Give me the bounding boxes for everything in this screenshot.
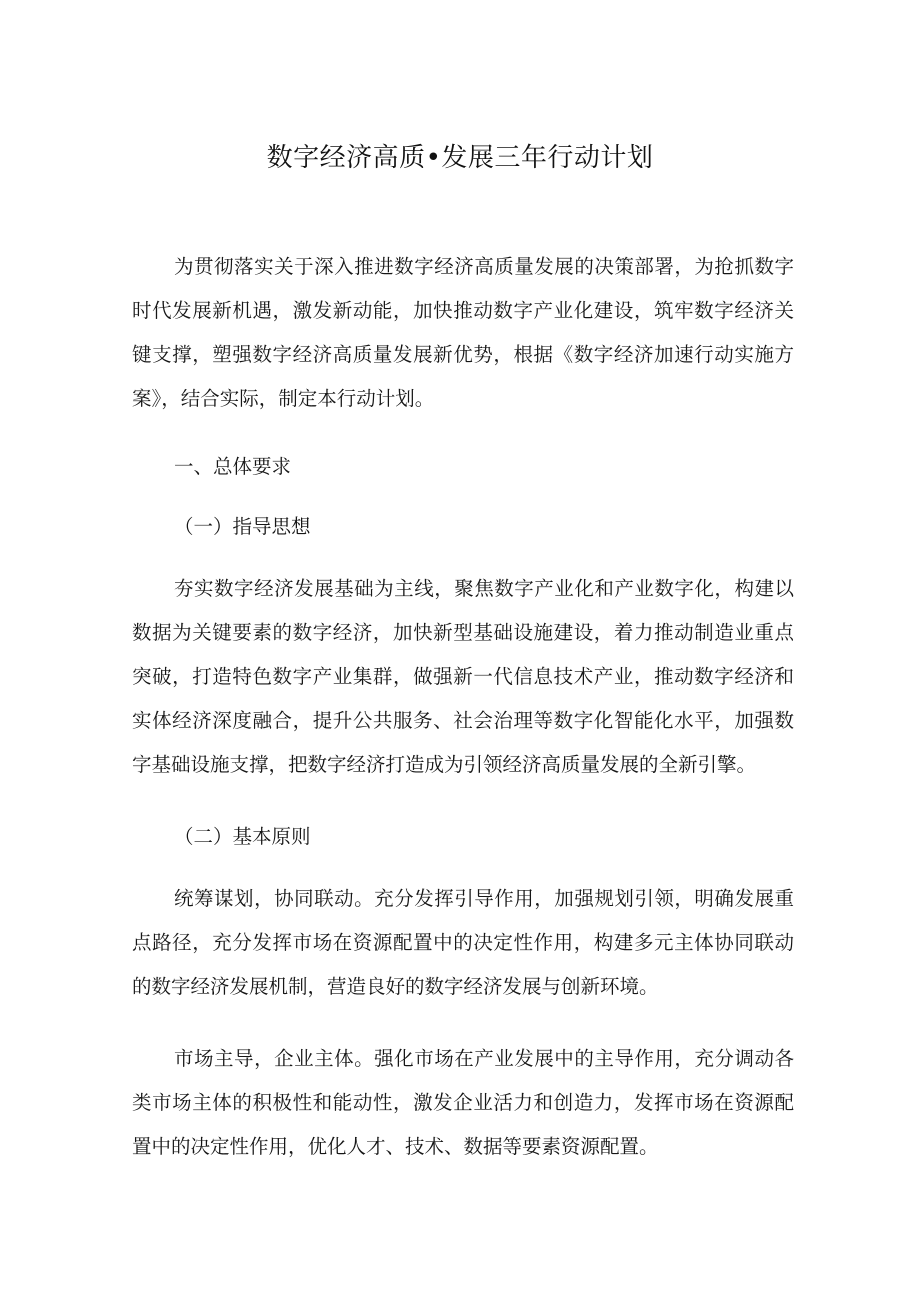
document-title: 数字经济高质•发展三年行动计划 <box>266 143 654 173</box>
subsection-heading-basic-principles: （二）基本原则 <box>174 825 311 848</box>
guiding-ideology-paragraph: 夯实数字经济发展基础为主线，聚焦数字产业化和产业数字化，构建以数据为关键要素的数字经济，加快新型基础设施建设，着力推动制造业重点突破，打造特色数字产业集群，做强新一代信息技术产业，推动数字经济和实体经济深度融合，提升公共服务、社会治理等数字化智能化水平，加强数字基础设施支撑，把数字经济打造成为引领经济高质量发展的全新引擎。 <box>132 577 794 776</box>
subsection-heading-guiding-ideology: （一）指导思想 <box>174 515 311 538</box>
section-heading-general-requirements: 一、总体要求 <box>174 455 292 478</box>
intro-paragraph: 为贯彻落实关于深入推进数字经济高质量发展的决策部署，为抢抓数字时代发展新机遇，激发新动能，加快推动数字产业化建设，筑牢数字经济关键支撑，塑强数字经济高质量发展新优势，根据《数字经济加速行动实施方案》，结合实际，制定本行动计划。 <box>132 255 794 410</box>
principle-paragraph: 市场主导，企业主体。强化市场在产业发展中的主导作用，充分调动各类市场主体的积极性和能动性，激发企业活力和创造力，发挥市场在资源配置中的决定性作用，优化人才、技术、数据等要素资源配置。 <box>132 1047 794 1158</box>
principle-paragraph: 统筹谋划，协同联动。充分发挥引导作用，加强规划引领，明确发展重点路径，充分发挥市场在资源配置中的决定性作用，构建多元主体协同联动的数字经济发展机制，营造良好的数字经济发展与创新环境。 <box>132 887 794 998</box>
